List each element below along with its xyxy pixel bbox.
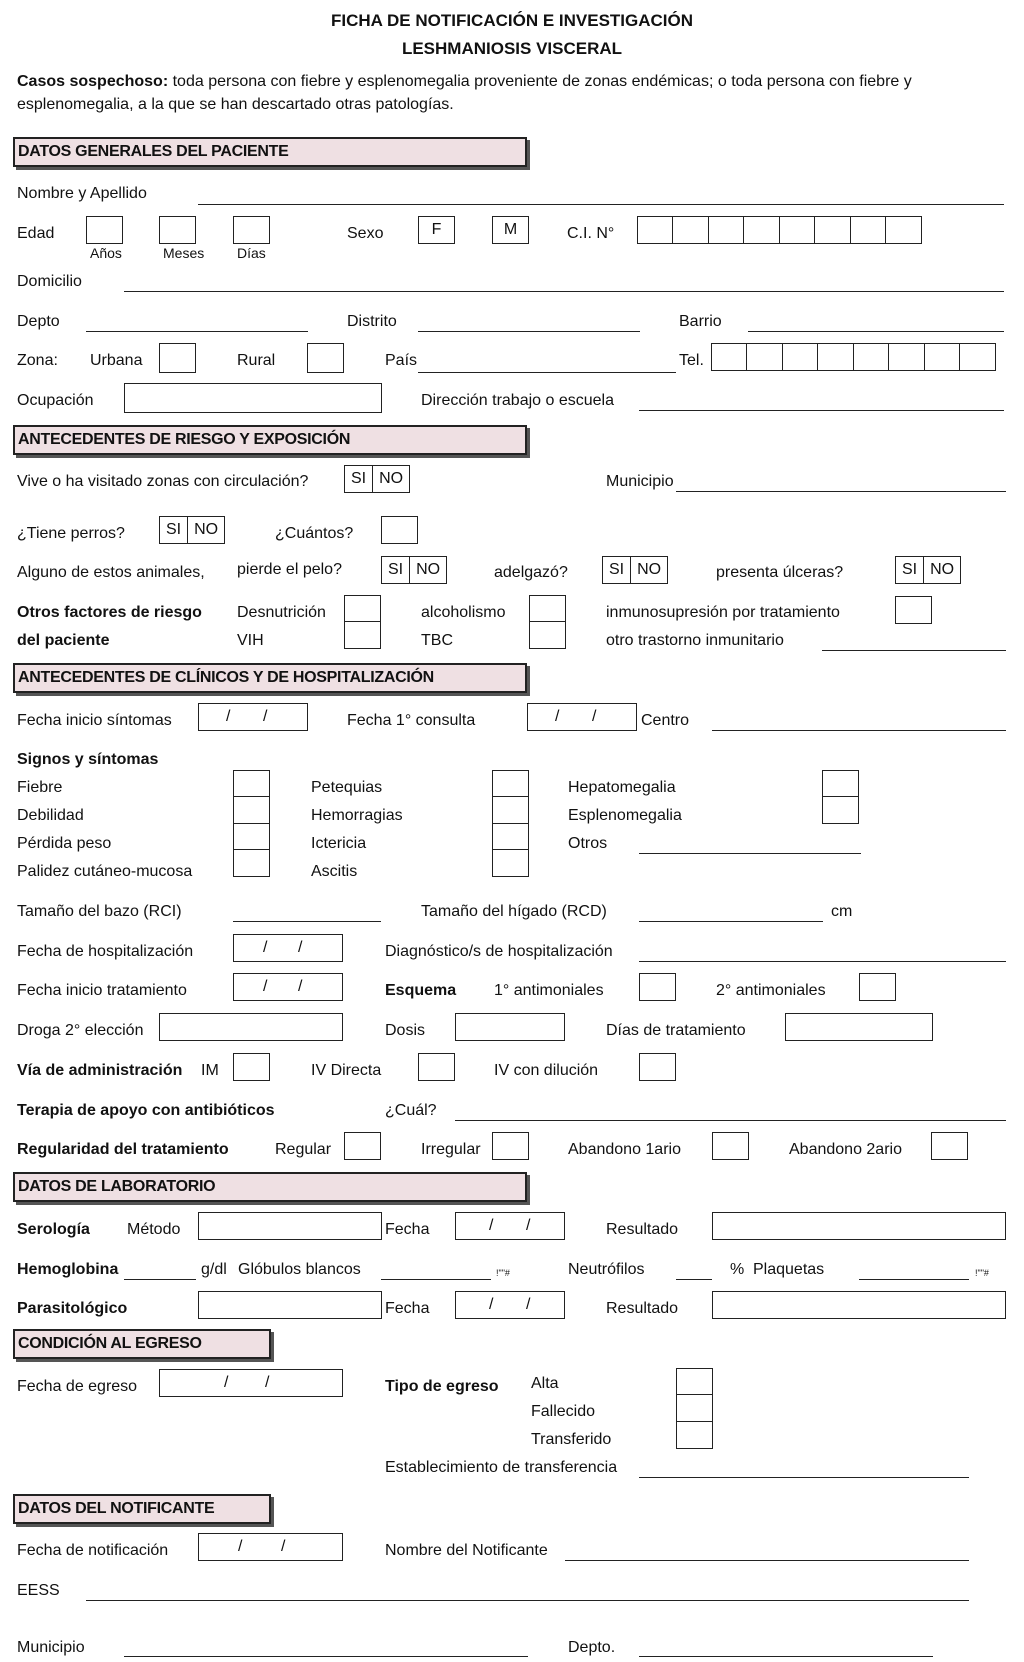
tel-cell[interactable]: [746, 343, 783, 371]
country-field[interactable]: [418, 372, 676, 373]
transferred-label: Transferido: [531, 1431, 612, 1448]
wbc-field[interactable]: [381, 1279, 491, 1280]
tel-cells[interactable]: [712, 343, 996, 371]
ci-label: C.I. N°: [567, 225, 615, 242]
municipality-label: Municipio: [606, 473, 674, 490]
ci-cell[interactable]: [637, 216, 674, 244]
serology-result-field[interactable]: [712, 1212, 1006, 1240]
sex-m-box[interactable]: M: [492, 216, 529, 244]
sex-label: Sexo: [347, 225, 384, 242]
date-slash: /: [592, 708, 597, 725]
center-field[interactable]: [712, 730, 1006, 731]
notifier-dept-label: Depto.: [568, 1639, 616, 1656]
no-option[interactable]: NO: [187, 517, 224, 543]
iv-dilution-box[interactable]: [639, 1053, 676, 1081]
date-slash: /: [526, 1296, 531, 1313]
tel-label: Tel.: [679, 352, 704, 369]
si-option[interactable]: SI: [609, 561, 625, 578]
lives-visited-sino[interactable]: [344, 465, 410, 493]
factors-col1[interactable]: [344, 596, 381, 649]
case-label: Casos sospechoso:: [17, 73, 169, 90]
hosp-dx-label: Diagnóstico/s de hospitalización: [385, 943, 613, 960]
years-label: Años: [90, 245, 122, 261]
spleen-size-label: Tamaño del bazo (RCI): [17, 903, 182, 920]
eess-field[interactable]: [86, 1600, 969, 1601]
months-label: Meses: [163, 245, 205, 261]
others-field[interactable]: [639, 853, 861, 854]
immunosup-box[interactable]: [895, 596, 932, 624]
neutrophils-label: Neutrófilos: [568, 1261, 645, 1278]
how-many-label: ¿Cuántos?: [275, 525, 354, 542]
splenomegaly-label: Esplenomegalia: [568, 807, 682, 824]
name-field[interactable]: [198, 204, 1004, 205]
weight-loss-box[interactable]: [233, 823, 270, 851]
parasitology-date[interactable]: [455, 1291, 565, 1319]
center-label: Centro: [641, 712, 690, 729]
days-label: Días: [237, 245, 266, 261]
section-risk: ANTECEDENTES DE RIESGO Y EXPOSICIÓN: [13, 425, 527, 455]
no-option[interactable]: NO: [409, 557, 446, 583]
notifier-municipality-field[interactable]: [124, 1656, 528, 1657]
ci-cell[interactable]: [779, 216, 816, 244]
section-discharge: CONDICIÓN AL EGRESO: [13, 1329, 271, 1359]
cm-unit: cm: [831, 903, 853, 920]
discharge-type-label: Tipo de egreso: [385, 1378, 499, 1395]
other-immune-label: otro trastorno inmunitario: [606, 632, 784, 649]
parasitology-result-label: Resultado: [606, 1300, 679, 1317]
dogs-sino[interactable]: [159, 516, 225, 544]
serology-date[interactable]: [455, 1212, 565, 1240]
alcoholism-box[interactable]: [529, 595, 566, 623]
serology-method-field[interactable]: [198, 1212, 382, 1240]
rural-box[interactable]: [307, 343, 344, 373]
liver-size-field[interactable]: [639, 921, 823, 922]
symptom-start-label: Fecha inicio síntomas: [17, 712, 172, 729]
hair-loss-label: pierde el pelo?: [237, 561, 342, 578]
date-slash: /: [489, 1217, 494, 1234]
transferred-box[interactable]: [676, 1421, 713, 1449]
alta-box[interactable]: [676, 1368, 713, 1396]
no-option[interactable]: NO: [630, 557, 667, 583]
treat-start-date[interactable]: [233, 973, 343, 1001]
notifier-municipality-label: Municipio: [17, 1639, 85, 1656]
section-lab: DATOS DE LABORATORIO: [13, 1172, 527, 1202]
weight-loss-sino[interactable]: [602, 556, 668, 584]
parasitology-date-label: Fecha: [385, 1300, 430, 1317]
neighborhood-label: Barrio: [679, 313, 722, 330]
ci-cell[interactable]: [708, 216, 745, 244]
im-label: IM: [201, 1062, 219, 1079]
parasitology-result-field[interactable]: [712, 1291, 1006, 1319]
serology-label: Serología: [17, 1221, 90, 1238]
irregular-box[interactable]: [492, 1132, 529, 1160]
other-factors-label: Otros factores de riesgo: [17, 604, 202, 621]
occupation-field[interactable]: [124, 383, 382, 413]
liver-size-label: Tamaño del hígado (RCD): [421, 903, 607, 920]
pallor-label: Palidez cutáneo-mucosa: [17, 863, 193, 880]
notification-date[interactable]: [198, 1533, 343, 1561]
platelets-field[interactable]: [859, 1279, 969, 1280]
route-label: Vía de administración: [17, 1062, 183, 1079]
of-patient-label: del paciente: [17, 632, 110, 649]
date-slash: /: [224, 1374, 229, 1391]
signs-col3[interactable]: [822, 771, 859, 824]
treat-days-field[interactable]: [785, 1013, 933, 1041]
petechiae-label: Petequias: [311, 779, 383, 796]
lives-visited-label: Vive o ha visitado zonas con circulación?: [17, 473, 309, 490]
section-general: DATOS GENERALES DEL PACIENTE: [13, 137, 527, 167]
dose-field[interactable]: [455, 1013, 565, 1041]
ci-cell[interactable]: [743, 216, 780, 244]
dept-field[interactable]: [86, 331, 308, 332]
dose-label: Dosis: [385, 1022, 426, 1039]
animals-label: Alguno de estos animales,: [17, 564, 205, 581]
regularity-label: Regularidad del tratamiento: [17, 1141, 229, 1158]
wbc-label: Glóbulos blancos: [238, 1261, 361, 1278]
date-slash: /: [526, 1217, 531, 1234]
antimonial1-box[interactable]: [639, 973, 676, 1001]
hosp-date[interactable]: [233, 934, 343, 962]
how-many-box[interactable]: [381, 516, 418, 544]
which-field[interactable]: [455, 1120, 1006, 1121]
tbc-label: TBC: [421, 632, 453, 649]
facility-field[interactable]: [639, 1477, 969, 1478]
hepatomegaly-label: Hepatomegalia: [568, 779, 676, 796]
tbc-box[interactable]: [529, 621, 566, 649]
notifier-dept-field[interactable]: [639, 1656, 933, 1657]
deceased-box[interactable]: [676, 1394, 713, 1422]
wbc-unit: !""#: [496, 1268, 510, 1278]
no-option[interactable]: NO: [372, 466, 409, 492]
antimonial2-label: 2° antimoniales: [716, 982, 826, 999]
date-slash: /: [298, 978, 303, 995]
malnutrition-box[interactable]: [344, 595, 381, 623]
tel-cell[interactable]: [853, 343, 890, 371]
serology-date-label: Fecha: [385, 1221, 430, 1238]
signs-heading: Signos y síntomas: [17, 751, 159, 768]
occupation-label: Ocupación: [17, 392, 94, 409]
ci-cell[interactable]: [814, 216, 851, 244]
platelets-label: Plaquetas: [753, 1261, 825, 1278]
hosp-dx-field[interactable]: [639, 961, 1006, 962]
treat-days-label: Días de tratamiento: [606, 1022, 746, 1039]
parasitology-field[interactable]: [198, 1291, 382, 1319]
si-option[interactable]: SI: [388, 561, 404, 578]
municipality-field[interactable]: [676, 491, 1006, 492]
age-months-box[interactable]: [159, 216, 196, 244]
weight-loss-label: Pérdida peso: [17, 835, 112, 852]
percent-unit: %: [730, 1261, 745, 1278]
date-slash: /: [263, 978, 268, 995]
symptom-start-date[interactable]: [198, 703, 308, 731]
date-slash: /: [265, 1374, 270, 1391]
section-clinical: ANTECEDENTES DE CLÍNICOS Y DE HOSPITALIZACIÓN: [13, 663, 527, 693]
petechiae-box[interactable]: [492, 770, 529, 798]
ulcers-label: presenta úlceras?: [716, 564, 844, 581]
hosp-date-label: Fecha de hospitalización: [17, 943, 194, 960]
tel-cell[interactable]: [888, 343, 925, 371]
country-label: País: [385, 352, 418, 369]
spleen-size-field[interactable]: [233, 921, 381, 922]
si-option[interactable]: SI: [351, 470, 367, 487]
hiv-label: VIH: [237, 632, 264, 649]
case-definition-line2: esplenomegalia, a la que se han descartado otras patologías.: [17, 96, 454, 113]
date-slash: /: [263, 939, 268, 956]
discharge-date-label: Fecha de egreso: [17, 1378, 138, 1395]
tel-cell[interactable]: [711, 343, 748, 371]
fever-label: Fiebre: [17, 779, 63, 796]
ci-cell[interactable]: [885, 216, 922, 244]
antimonial2-box[interactable]: [859, 973, 896, 1001]
hair-loss-sino[interactable]: [381, 556, 447, 584]
hemoglobin-field[interactable]: [124, 1279, 196, 1280]
ci-cell[interactable]: [850, 216, 887, 244]
method-label: Método: [127, 1221, 181, 1238]
ascites-box[interactable]: [492, 849, 529, 877]
others-label: Otros: [568, 835, 608, 852]
dept-label: Depto: [17, 313, 60, 330]
form-title: FICHA DE NOTIFICACIÓN E INVESTIGACIÓN: [330, 11, 694, 30]
jaundice-label: Ictericia: [311, 835, 367, 852]
platelets-unit: !""#: [975, 1268, 989, 1278]
age-days-box[interactable]: [233, 216, 270, 244]
zone-label: Zona:: [17, 352, 58, 369]
ci-cells[interactable]: [638, 216, 922, 244]
rural-label: Rural: [237, 352, 276, 369]
discharge-date[interactable]: [159, 1369, 343, 1397]
dogs-label: ¿Tiene perros?: [17, 525, 125, 542]
tel-cell[interactable]: [959, 343, 996, 371]
im-box[interactable]: [233, 1053, 270, 1081]
which-label: ¿Cuál?: [385, 1102, 437, 1119]
signs-col2[interactable]: [492, 771, 529, 877]
work-address-label: Dirección trabajo o escuela: [421, 392, 614, 409]
hemorrhages-label: Hemorragias: [311, 807, 403, 824]
iv-dilution-label: IV con dilución: [494, 1062, 599, 1079]
gdl-unit: g/dl: [201, 1261, 227, 1278]
section-notifier: DATOS DEL NOTIFICANTE: [13, 1494, 271, 1524]
drug2-field[interactable]: [159, 1013, 343, 1041]
regular-label: Regular: [275, 1141, 332, 1158]
case-definition-line1: [17, 72, 912, 91]
abandon1-label: Abandono 1ario: [568, 1141, 681, 1158]
jaundice-box[interactable]: [492, 823, 529, 851]
date-slash: /: [238, 1538, 243, 1555]
alta-label: Alta: [531, 1375, 559, 1392]
hepatomegaly-box[interactable]: [822, 770, 859, 798]
urban-box[interactable]: [159, 343, 196, 373]
ci-cell[interactable]: [672, 216, 709, 244]
abandon1-box[interactable]: [712, 1132, 749, 1160]
weakness-label: Debilidad: [17, 807, 84, 824]
tel-cell[interactable]: [782, 343, 819, 371]
tel-cell[interactable]: [817, 343, 854, 371]
si-option[interactable]: SI: [902, 561, 918, 578]
facility-label: Establecimiento de transferencia: [385, 1459, 618, 1476]
work-address-field[interactable]: [639, 410, 1004, 411]
serology-result-label: Resultado: [606, 1221, 679, 1238]
date-slash: /: [489, 1296, 494, 1313]
iv-direct-box[interactable]: [418, 1053, 455, 1081]
weight-loss-q-label: adelgazó?: [494, 564, 568, 581]
address-label: Domicilio: [17, 273, 82, 290]
signs-col1[interactable]: [233, 771, 270, 877]
notifier-name-label: Nombre del Notificante: [385, 1542, 548, 1559]
parasitology-label: Parasitológico: [17, 1300, 128, 1317]
malnutrition-label: Desnutrición: [237, 604, 326, 621]
irregular-label: Irregular: [421, 1141, 481, 1158]
hiv-box[interactable]: [344, 621, 381, 649]
form-subtitle: LESHMANIOSIS VISCERAL: [401, 39, 623, 58]
notifier-name-field[interactable]: [565, 1560, 969, 1561]
alcoholism-label: alcoholismo: [421, 604, 506, 621]
antimonial1-label: 1° antimoniales: [494, 982, 604, 999]
deceased-label: Fallecido: [531, 1403, 596, 1420]
abandon2-label: Abandono 2ario: [789, 1141, 902, 1158]
fever-box[interactable]: [233, 770, 270, 798]
no-option[interactable]: NO: [923, 557, 960, 583]
urban-label: Urbana: [90, 352, 143, 369]
splenomegaly-box[interactable]: [822, 796, 859, 824]
date-slash: /: [555, 708, 560, 725]
hemorrhages-box[interactable]: [492, 796, 529, 824]
other-immune-field[interactable]: [822, 650, 1006, 651]
drug2-label: Droga 2° elección: [17, 1022, 144, 1039]
sex-f-box[interactable]: F: [418, 216, 455, 244]
iv-direct-label: IV Directa: [311, 1062, 382, 1079]
eess-label: EESS: [17, 1582, 60, 1599]
ulcers-sino[interactable]: [895, 556, 961, 584]
tel-cell[interactable]: [924, 343, 961, 371]
scheme-label: Esquema: [385, 982, 457, 999]
ascites-label: Ascitis: [311, 863, 358, 880]
factors-col2[interactable]: [529, 596, 566, 649]
district-label: Distrito: [347, 313, 397, 330]
date-slash: /: [281, 1538, 286, 1555]
name-label: Nombre y Apellido: [17, 185, 147, 202]
pallor-box[interactable]: [233, 849, 270, 877]
abandon2-box[interactable]: [931, 1132, 968, 1160]
discharge-type-boxes[interactable]: [676, 1369, 713, 1449]
hemoglobin-label: Hemoglobina: [17, 1261, 119, 1278]
antibiotic-label: Terapia de apoyo con antibióticos: [17, 1102, 275, 1119]
si-option[interactable]: SI: [166, 521, 182, 538]
district-field[interactable]: [418, 331, 640, 332]
age-label: Edad: [17, 225, 55, 242]
neutrophils-field[interactable]: [676, 1279, 712, 1280]
first-consult-label: Fecha 1° consulta: [347, 712, 476, 729]
notification-date-label: Fecha de notificación: [17, 1542, 169, 1559]
regular-box[interactable]: [344, 1132, 381, 1160]
immunosup-label: inmunosupresión por tratamiento: [606, 604, 840, 621]
date-slash: /: [298, 939, 303, 956]
weakness-box[interactable]: [233, 796, 270, 824]
age-years-box[interactable]: [86, 216, 123, 244]
neighborhood-field[interactable]: [748, 331, 1004, 332]
address-field[interactable]: [124, 291, 1004, 292]
date-slash: /: [226, 708, 231, 725]
treat-start-label: Fecha inicio tratamiento: [17, 982, 187, 999]
first-consult-date[interactable]: [527, 703, 637, 731]
case-text: toda persona con fiebre y esplenomegalia proveniente de zonas endémicas; o toda persona con fiebre y: [168, 73, 912, 90]
date-slash: /: [263, 708, 268, 725]
